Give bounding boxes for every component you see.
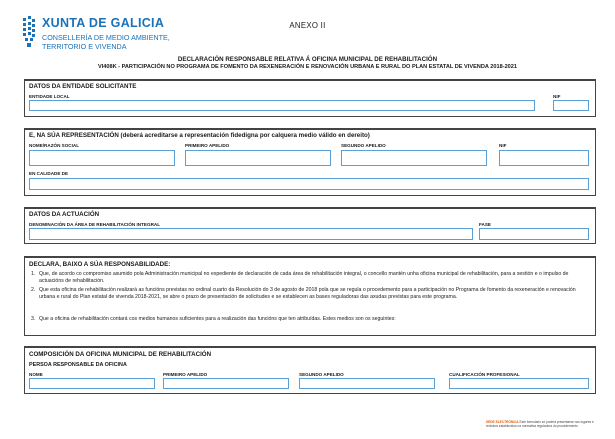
item-number: 3. xyxy=(31,316,36,322)
footer-brand: SEDE ELECTRÓNICA xyxy=(486,420,519,424)
rep-nif-input[interactable] xyxy=(499,150,589,166)
item-text: Que, de acordo co compromiso asumido pola Administración municipal no expediente de declaración de cada área de rehabilitación integral, o concello mantén unha oficina municipal de rehabilitación, para a xestión e o impulso de actuacións de rehabilitación. xyxy=(39,271,569,284)
entity-input[interactable] xyxy=(29,100,535,111)
rep-name-input[interactable] xyxy=(29,150,175,166)
rep-surname1-input[interactable] xyxy=(185,150,331,166)
nif-input[interactable] xyxy=(553,100,589,111)
capacity-label: EN CALIDADE DE xyxy=(29,171,69,176)
item-text: Que a oficina de rehabilitación contará cos medios humanos suficientes para a realización das funcións que ten atribuídas. Estes medios son os seguintes: xyxy=(39,316,396,322)
phase-label: FASE xyxy=(479,222,491,227)
rep-name-label: NOME/RAZÓN SOCIAL xyxy=(29,143,80,148)
org-subtitle-line-2: TERRITORIO E VIVENDA xyxy=(42,42,127,51)
item-number: 2. xyxy=(31,287,36,293)
org-subtitle xyxy=(42,33,170,51)
nif-label: NIF xyxy=(553,94,561,99)
page-title: DECLARACIÓN RESPONSABLE RELATIVA Á OFICINA MUNICIPAL DE REHABILITACIÓN xyxy=(177,56,438,63)
page-subtitle: VI408K - PARTICIPACIÓN NO PROGRAMA DE FOMENTO DA REXENERACIÓN E RENOVACIÓN URBANA E RURAL DO PLAN ESTATAL DE VIVENDA 2018-2021 xyxy=(97,64,518,70)
section-title: COMPOSICIÓN DA OFICINA MUNICIPAL DE REHABILITACIÓN xyxy=(29,351,212,358)
office-surname2-input[interactable] xyxy=(299,378,435,389)
section-title: DATOS DA ENTIDADE SOLICITANTE xyxy=(29,83,137,90)
office-surname1-label: PRIMEIRO APELIDO xyxy=(163,372,208,377)
qualification-input[interactable] xyxy=(449,378,589,389)
org-name: XUNTA DE GALICIA xyxy=(42,16,165,30)
rep-nif-label: NIF xyxy=(499,143,507,148)
item-number: 1. xyxy=(31,271,36,277)
org-subtitle-line-1: CONSELLERÍA DE MEDIO AMBIENTE, xyxy=(42,33,170,42)
section-title: DATOS DA ACTUACIÓN xyxy=(29,211,100,218)
representative-section xyxy=(24,128,596,196)
section-title: DECLARA, BAIXO A SÚA RESPONSABILIDADE: xyxy=(29,261,171,268)
footer-note xyxy=(486,420,596,428)
footer-text: Este formulario só poderá presentarse nos lugares e rexistros establecidos na normativa reguladora do procedemento xyxy=(486,420,594,428)
area-input[interactable] xyxy=(29,228,473,240)
office-surname2-label: SEGUNDO APELIDO xyxy=(299,372,344,377)
office-name-label: NOME xyxy=(29,372,43,377)
rep-surname1-label: PRIMEIRO APELIDO xyxy=(185,143,230,148)
office-surname1-input[interactable] xyxy=(163,378,289,389)
phase-input[interactable] xyxy=(479,228,589,240)
entity-label: ENTIDADE LOCAL xyxy=(29,94,70,99)
action-section xyxy=(24,207,596,244)
composition-section xyxy=(24,346,596,394)
area-label: DENOMINACIÓN DA ÁREA DE REHABILITACIÓN INTEGRAL xyxy=(29,222,161,227)
annex-label: ANEXO II xyxy=(289,21,326,30)
rep-surname2-label: SEGUNDO APELIDO xyxy=(341,143,386,148)
office-name-input[interactable] xyxy=(29,378,155,389)
section-subtitle: PERSOA RESPONSABLE DA OFICINA xyxy=(29,362,127,368)
capacity-input[interactable] xyxy=(29,178,589,190)
item-text: Que esta oficina de rehabilitación realizará as funcións previstas no ordinal cuarto da Resolución do 3 de agosto de 2018 pola que se regula o procedemento para a participación no Programa de fomento da rexeneración e renovación urbana e rural do Plan estatal de vivenda 2018-2021, se abre o prazo de presentación de solicitudes e se establecen as bases reguladoras das axudas previstas para este programa. xyxy=(39,287,576,300)
qualification-label: CUALIFICACIÓN PROFESIONAL xyxy=(449,372,520,377)
applicant-section xyxy=(24,79,596,117)
declaration-section xyxy=(24,256,596,336)
rep-surname2-input[interactable] xyxy=(341,150,487,166)
section-title: E, NA SÚA REPRESENTACIÓN (deberá acreditarse a representación fidedigna por calquera medio válido en dereito) xyxy=(29,132,370,139)
